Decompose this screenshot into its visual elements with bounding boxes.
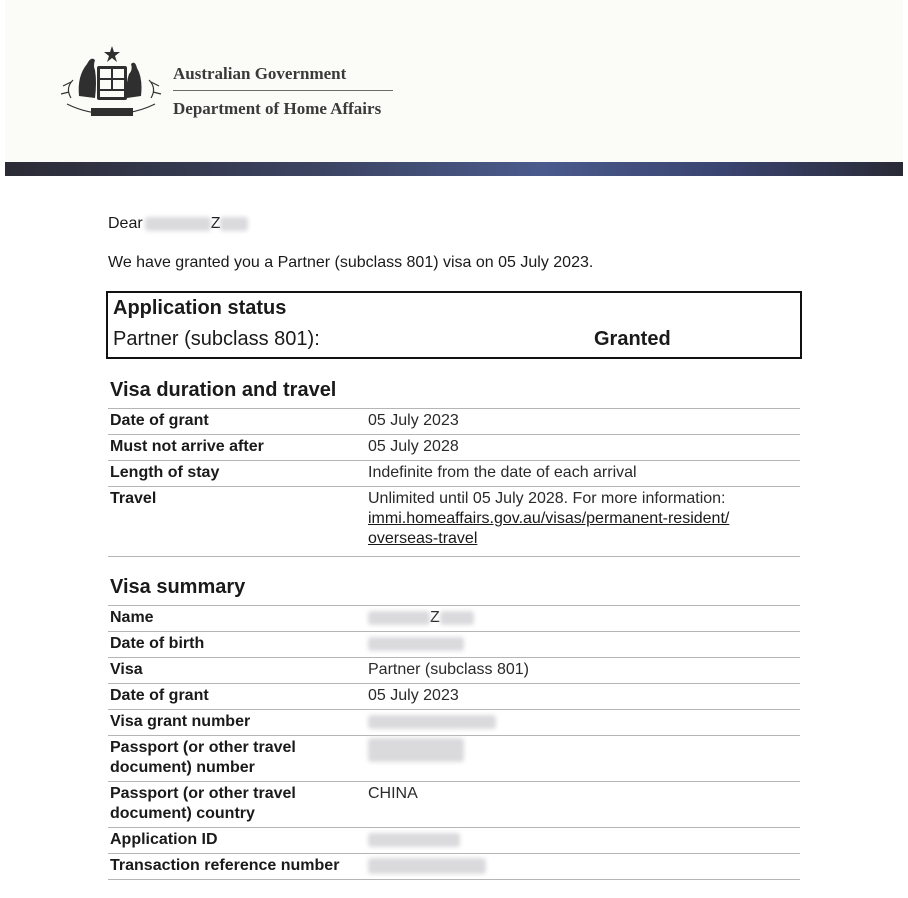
duration-table [108,408,800,557]
table-row [108,828,800,854]
travel-value [366,487,800,557]
government-name: Australian Government [173,64,347,83]
status-value: Granted [594,328,671,350]
status-label: Partner (subclass 801): [113,328,320,350]
row-key [108,782,366,828]
table-row [108,782,800,828]
greeting-initial: Z [210,215,221,232]
table-row [108,461,800,487]
link-line-2: overseas-travel [368,530,478,547]
redacted-surname [440,611,474,625]
row-value: CHINA [366,782,800,828]
name-value [366,606,800,632]
header-band [5,162,903,176]
key-line-2: document) number [110,759,255,776]
row-value: Indefinite from the date of each arrival [366,461,800,487]
overseas-travel-link[interactable] [368,510,729,547]
row-key: Visa [108,658,366,684]
table-row [108,736,800,782]
redacted-application-id [368,833,460,847]
department-name: Department of Home Affairs [173,99,382,118]
table-row [108,632,800,658]
table-row [108,606,800,632]
redacted-passport-number [368,738,464,762]
letterhead [5,0,903,162]
row-value: Partner (subclass 801) [366,658,800,684]
link-line-1: immi.homeaffairs.gov.au/visas/permanent-resident/ [368,510,730,527]
redacted-transaction-reference [368,858,486,874]
row-key [108,736,366,782]
table-row [108,435,800,461]
row-key: Name [108,606,366,632]
row-key: Length of stay [108,461,366,487]
row-key: Visa grant number [108,710,366,736]
status-title: Application status [113,297,287,319]
name-initial: Z [430,609,440,626]
coat-of-arms-icon [57,42,165,122]
row-key: Must not arrive after [108,435,366,461]
row-key: Travel [108,487,366,557]
row-key: Transaction reference number [108,854,366,880]
table-row [108,684,800,710]
redacted-given-name [368,611,430,625]
key-line-1: Passport (or other travel [110,739,296,756]
row-key: Date of grant [108,684,366,710]
row-value: 05 July 2023 [366,684,800,710]
table-row [108,409,800,435]
key-line-1: Passport (or other travel [110,785,296,802]
table-row [108,658,800,684]
row-value: 05 July 2023 [366,409,800,435]
table-row [108,710,800,736]
greeting [108,215,248,233]
application-status-box [106,291,802,359]
key-line-2: document) country [110,805,255,822]
row-key: Date of birth [108,632,366,658]
intro-text: We have granted you a Partner (subclass 801) visa on 05 July 2023. [108,254,594,271]
redacted-date-of-birth [368,637,464,651]
travel-text: Unlimited until 05 July 2028. For more information: [368,490,726,507]
duration-section-title: Visa duration and travel [110,379,337,401]
redacted-given-name [145,217,211,231]
row-key: Date of grant [108,409,366,435]
greeting-prefix: Dear [108,215,143,232]
row-key: Application ID [108,828,366,854]
table-row [108,854,800,880]
row-value: 05 July 2028 [366,435,800,461]
header-divider [173,90,393,91]
table-row [108,487,800,557]
summary-table [108,605,800,880]
summary-section-title: Visa summary [110,576,246,598]
redacted-surname [220,217,248,231]
redacted-grant-number [368,715,496,729]
